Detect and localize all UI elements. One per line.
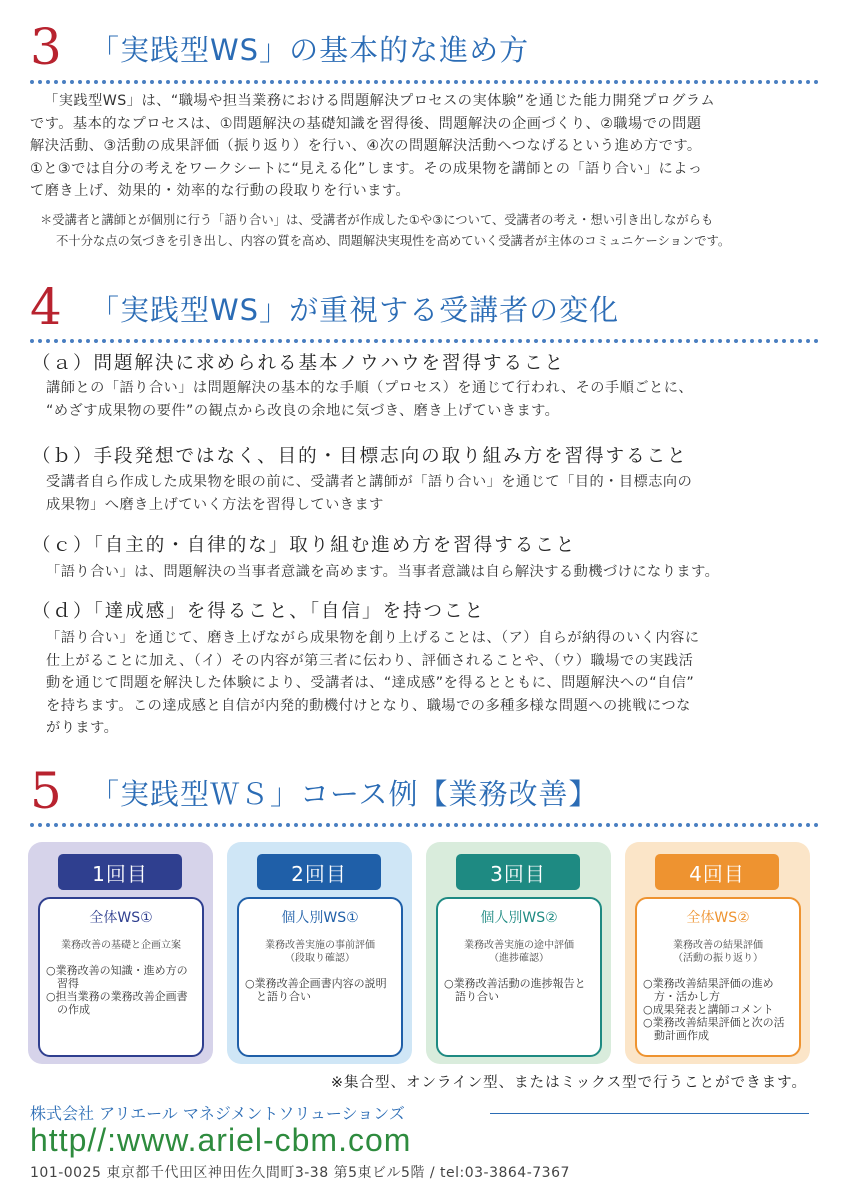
card-item: ○成果発表と講師コメント: [643, 1003, 774, 1016]
section-3-title: 「実践型WS」の基本的な進め方: [90, 33, 530, 68]
card-heading: 個人別WS②: [480, 910, 558, 926]
body-line: 受講者自ら作成した成果物を眼の前に、受講者と講師が「語り合い」を通じて「目的・目標志向の: [46, 474, 693, 490]
company-address: 101-0025 東京都千代田区神田佐久間町3-38 第5東ビル5階 / tel:03-3864-7367: [30, 1165, 570, 1181]
paragraph-line: ①と③では自分の考えをワークシートに“見える化”します。その成果物を講師との「語り合い」によっ: [30, 160, 703, 177]
section-5-header: [30, 762, 819, 820]
subtitle-line: （進捗確認）: [489, 953, 549, 964]
section-3-number: 3: [30, 18, 62, 76]
section-3-divider: [30, 80, 819, 84]
card-heading: 全体WS②: [686, 910, 750, 926]
card-subtitle: [245, 939, 395, 965]
note-line: ＊受講者と講師とが個別に行う「語り合い」は、受講者が作成した①や③について、受講者の考え・想い引き出しながらも: [40, 213, 714, 227]
subtitle-line: 業務改善実施の途中評価: [464, 940, 574, 951]
item-b-body: [46, 471, 821, 516]
card-heading: 全体WS①: [89, 910, 153, 926]
card-item: ○業務改善の知識・進め方の習得: [46, 964, 188, 990]
company-name: 株式会社 アリエール マネジメントソリューションズ: [30, 1104, 405, 1123]
footer-rule: [490, 1113, 809, 1114]
body-line: 動を通じて問題を解決した体験により、受講者は、“達成感”を得るとともに、問題解決への“自信”: [46, 675, 695, 691]
card-badge: 1回目: [58, 854, 182, 890]
section-3-note: [40, 210, 821, 251]
item-a-heading: （ａ）問題解決に求められる基本ノウハウを習得すること: [32, 353, 566, 374]
card-badge: 2回目: [257, 854, 381, 890]
card-badge: 4回目: [655, 854, 779, 890]
item-d-body: [46, 627, 821, 740]
section-3-header: [30, 18, 819, 76]
card-item: ○業務改善結果評価の進め方・活かし方: [643, 977, 774, 1003]
item-b-heading: （ｂ）手段発想ではなく、目的・目標志向の取り組み方を習得すること: [32, 446, 688, 467]
subtitle-line: 業務改善実施の事前評価: [265, 940, 375, 951]
paragraph-line: 「実践型WS」は、“職場や担当業務における問題解決プロセスの実体験”を通じた能力開発プログラム: [44, 93, 716, 109]
section-3-paragraph: [30, 90, 821, 203]
section-4-title: 「実践型WS」が重視する受講者の変化: [90, 293, 620, 328]
body-line: 仕上がることに加え、（イ）その内容が第三者に伝わり、評価されることや、（ウ）職場での実践活: [46, 652, 694, 669]
body-line: 講師との「語り合い」は問題解決の基本的な手順（プロセス）を通じて行われ、その手順ごとに、: [46, 380, 694, 396]
body-line: “めざす成果物の要件”の観点から改良の余地に気づき、磨き上げていきます。: [46, 402, 560, 419]
card-items: [444, 977, 594, 1003]
note-line: 不十分な点の気づきを引き出し、内容の質を高め、問題解決実現性を高めていく受講者が主体のコミュニケーションです。: [56, 233, 731, 248]
course-card-4: [625, 842, 810, 1064]
body-line: 「語り合い」は、問題解決の当事者意識を高めます。当事者意識は自ら解決する動機づけになります。: [46, 564, 720, 580]
item-c-heading: （ｃ）「自主的・自律的な」取り組む進め方を習得すること: [32, 535, 577, 556]
course-card-2: [227, 842, 412, 1064]
section-4-header: [30, 278, 819, 336]
card-subtitle: [643, 939, 793, 965]
card-item: ○業務改善活動の進捗報告と語り合い: [444, 977, 586, 1003]
paragraph-line: です。基本的なプロセスは、①問題解決の基礎知識を習得後、問題解決の企画づくり、②職場での問題: [30, 115, 702, 132]
section-5-divider: [30, 823, 819, 827]
website-url: http//:www.ariel-cbm.com: [30, 1122, 412, 1158]
body-line: がります。: [46, 720, 119, 736]
subtitle-line: 業務改善の結果評価: [673, 940, 763, 951]
paragraph-line: て磨き上げ、効果的・効率的な行動の段取りを行います。: [30, 183, 411, 199]
course-card-1: [28, 842, 213, 1064]
subtitle-line: （段取り確認）: [285, 953, 355, 964]
card-content: [635, 897, 801, 1057]
course-card-3: [426, 842, 611, 1064]
card-badge: 3回目: [456, 854, 580, 890]
section-4-divider: [30, 339, 819, 343]
card-item: ○業務改善結果評価と次の活動計画作成: [643, 1016, 785, 1042]
section-5-title: 「実践型ＷＳ」コース例【業務改善】: [90, 777, 599, 812]
card-content: [38, 897, 204, 1057]
card-subtitle: [444, 939, 594, 965]
card-items: [245, 977, 395, 1003]
paragraph-line: 解決活動、③活動の成果評価（振り返り）を行い、④次の問題解決活動へつなげるという進め方です。: [30, 138, 702, 154]
item-c-body: [46, 561, 821, 584]
card-content: [436, 897, 602, 1057]
body-line: 「語り合い」を通じて、磨き上げながら成果物を創り上げることは、（ア）自らが納得のいく内容に: [46, 630, 700, 646]
body-line: 成果物」へ磨き上げていく方法を習得していきます: [46, 496, 384, 513]
card-content: [237, 897, 403, 1057]
subtitle-line: （活動の振り返り）: [673, 953, 763, 964]
card-subtitle: [46, 939, 196, 952]
card-item: ○業務改善企画書内容の説明と語り合い: [245, 977, 387, 1003]
card-items: [46, 964, 196, 1016]
body-line: を持ちます。この達成感と自信が内発的動機付けとなり、職場での多種多様な問題への挑戦につな: [46, 697, 691, 714]
section-4-number: 4: [30, 278, 62, 336]
section-5-number: 5: [30, 762, 62, 820]
item-d-heading: （ｄ）「達成感」を得ること、「自信」を持つこと: [32, 601, 486, 622]
card-items: [643, 977, 793, 1042]
item-a-body: [46, 377, 821, 422]
subtitle-line: 業務改善の基礎と企画立案: [61, 940, 181, 951]
card-item: ○担当業務の業務改善企画書の作成: [46, 990, 188, 1016]
card-heading: 個人別WS①: [281, 910, 359, 926]
delivery-footnote: ※集合型、オンライン型、またはミックス型で行うことができます。: [330, 1075, 807, 1091]
